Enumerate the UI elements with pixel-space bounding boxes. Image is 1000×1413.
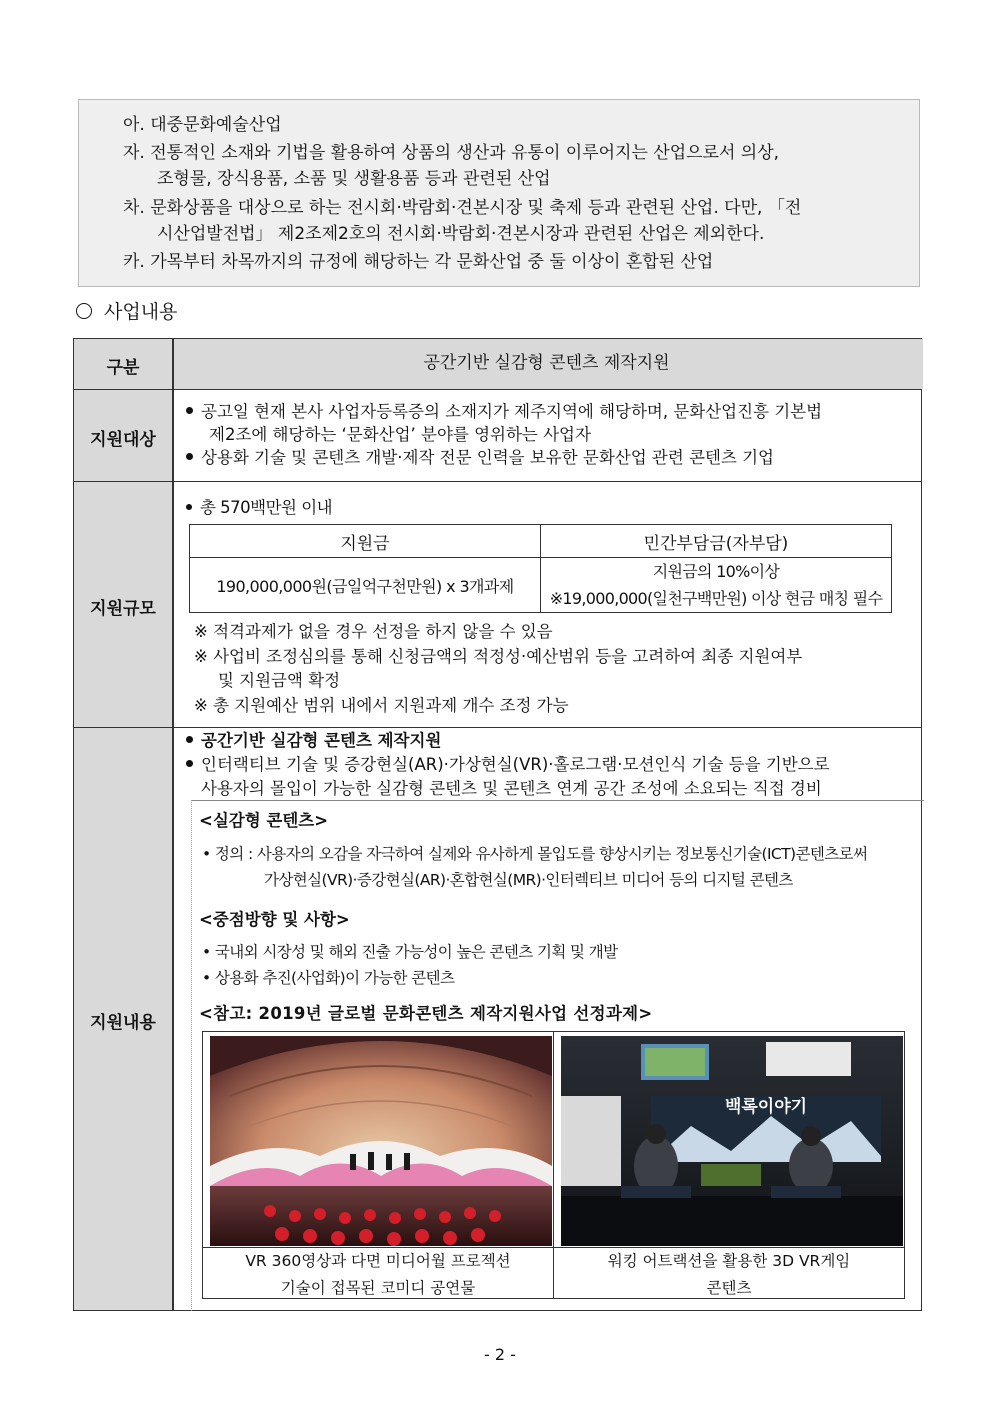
photo-caption-1 [203, 1248, 553, 1302]
definition-line-continuation: 가상현실(VR)·증강현실(AR)·혼합현실(MR)·인터렉티브 미디어 등의 디지털 콘텐츠 [264, 871, 793, 889]
dome-theater-photo [210, 1036, 552, 1246]
photo-caption-2 [554, 1248, 904, 1302]
label-column [74, 389, 172, 1310]
row-label-target: 지원대상 [90, 430, 156, 450]
booth-sign: 백록이야기 [724, 1097, 808, 1117]
target-bullet: 공고일 현재 본사 사업자등록증의 소재지가 제주지역에 해당하며, 문화산업진흥 기본법 [186, 400, 822, 424]
section-title: 사업내용 [76, 298, 177, 326]
list-item-continuation: 시산업발전법」 제2조제2호의 전시회·박람회·견본시장과 관련된 산업은 제외한다. [157, 224, 765, 244]
scale-total: 총 570백만원 이내 [186, 496, 332, 520]
budget-header-support: 지원금 [190, 525, 541, 558]
page-number: - 2 - [484, 1345, 516, 1364]
business-content-table [73, 338, 922, 1311]
caption-line: VR 360영상과 다면 미디어월 프로젝션 [245, 1252, 511, 1270]
caption-line: 워킹 어트랙션을 활용한 3D VR게임 [607, 1252, 851, 1270]
row-divider [74, 389, 921, 390]
content-bullet-continuation: 사용자의 몰입이 가능한 실감형 콘텐츠 및 콘텐츠 연계 공간 조성에 소요되는 직접 경비 [201, 779, 822, 798]
row-label-scale: 지원규모 [90, 599, 156, 619]
list-item: 카. 가목부터 차목까지의 규정에 해당하는 각 문화산업 중 둘 이상이 혼합된 산업 [123, 252, 714, 272]
list-item: 아. 대중문화예술산업 [123, 115, 282, 135]
list-item: 자. 전통적인 소재와 기법을 활용하여 상품의 생산과 유통이 이루어지는 산업으로서 의상, [123, 143, 780, 163]
column-divider [172, 339, 174, 1310]
scale-note: ※ 적격과제가 없을 경우 선정을 하지 않을 수 있음 [194, 622, 553, 641]
list-item: 차. 문화상품을 대상으로 하는 전시회·박람회·견본시장 및 축제 등과 관련된 산업. 다만, 「전 [123, 198, 802, 218]
caption-line: 콘텐츠 [706, 1279, 752, 1297]
bullet-icon [186, 760, 193, 767]
vr-game-booth-photo [561, 1036, 903, 1246]
budget-private-line2: ※19,000,000(일천구백만원) 이상 현금 매칭 필수 [549, 589, 883, 608]
row-divider [74, 727, 921, 728]
caption-line: 기술이 접목된 코미디 공연물 [280, 1279, 476, 1297]
definition-line: • 정의 : 사용자의 오감을 자극하여 실제와 유사하게 몰입도를 향상시키는 정보통신기술(ICT)콘텐츠로써 [202, 845, 868, 863]
bullet-icon [186, 407, 193, 414]
list-item-continuation: 조형물, 장식용품, 소품 및 생활용품 등과 관련된 산업 [157, 169, 551, 189]
focus-item: • 상용화 추진(사업화)이 가능한 콘텐츠 [202, 969, 455, 987]
budget-support-value: 190,000,000원(금일억구천만원) x 3개과제 [190, 558, 541, 613]
row-divider [74, 481, 921, 482]
target-bullet-continuation: 제2조에 해당하는 ‘문화산업’ 분야를 영위하는 사업자 [209, 425, 591, 444]
reference-title: <참고: 2019년 글로벌 문화콘텐츠 제작지원사업 선정과제> [199, 1004, 653, 1023]
budget-header-private: 민간부담금(자부담) [540, 525, 891, 558]
header-program-title: 공간기반 실감형 콘텐츠 제작지원 [423, 353, 670, 373]
budget-table [189, 524, 892, 613]
bullet-icon [186, 453, 193, 460]
bullet-icon [186, 736, 193, 743]
header-category: 구분 [106, 358, 140, 378]
definition-box [78, 99, 920, 287]
subheading-focus: <중점방향 및 사항> [199, 910, 350, 929]
focus-item: • 국내외 시장성 및 해외 진출 가능성이 높은 콘텐츠 기획 및 개발 [202, 943, 618, 961]
content-bullet: 인터랙티브 기술 및 증강현실(AR)·가상현실(VR)·홀로그램·모션인식 기술 등을 기반으로 [186, 753, 830, 777]
content-bullet: 공간기반 실감형 콘텐츠 제작지원 [186, 729, 441, 753]
subheading-immersive: <실감형 콘텐츠> [199, 811, 329, 830]
circle-bullet-icon [76, 303, 92, 319]
target-bullet: 상용화 기술 및 콘텐츠 개발·제작 전문 인력을 보유한 문화산업 관련 콘텐츠 기업 [186, 446, 774, 470]
row-label-content: 지원내용 [90, 1013, 156, 1033]
budget-private-value [540, 558, 891, 613]
scale-note-continuation: 및 지원금액 확정 [218, 671, 341, 690]
bullet-icon [186, 504, 192, 510]
scale-note: ※ 사업비 조정심의를 통해 신청금액의 적정성·예산범위 등을 고려하여 최종 지원여부 [194, 647, 803, 666]
scale-note: ※ 총 지원예산 범위 내에서 지원과제 개수 조정 가능 [194, 696, 569, 715]
budget-private-line1: 지원금의 10%이상 [652, 562, 780, 581]
